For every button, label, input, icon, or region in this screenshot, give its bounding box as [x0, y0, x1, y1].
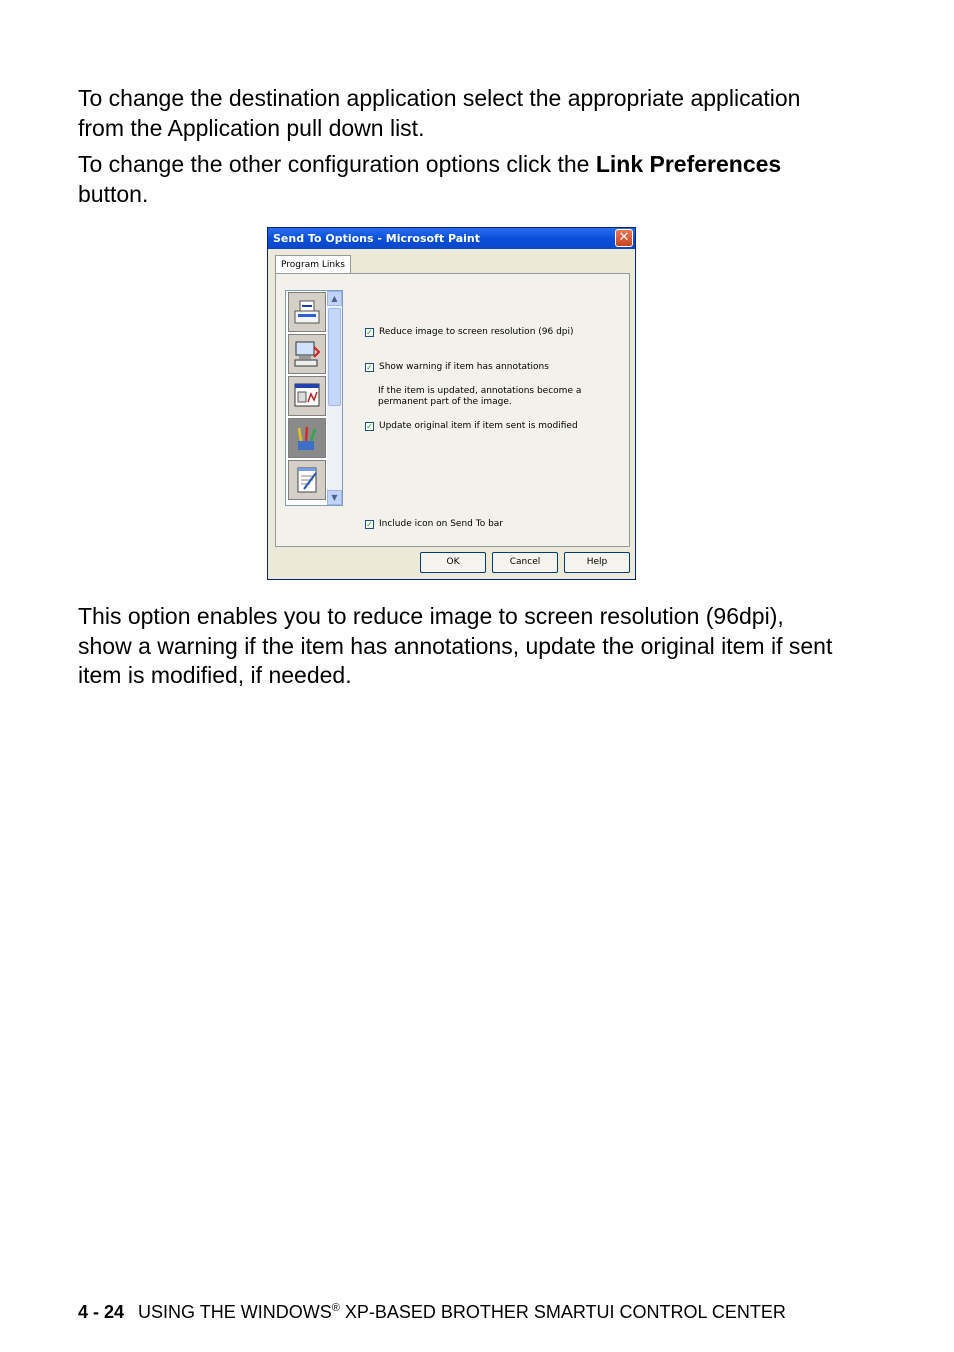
page-footer [78, 1302, 786, 1323]
footer-title-end: XP-BASED BROTHER SMARTUI CONTROL CENTER [339, 1302, 786, 1322]
app-item-notepad[interactable] [288, 460, 326, 500]
option-update-original[interactable] [365, 421, 578, 431]
tab-program-links[interactable]: Program Links [275, 255, 351, 273]
checkbox-show-warning[interactable]: ✓ [366, 363, 373, 372]
dialog-title: Send To Options - Microsoft Paint [273, 232, 481, 245]
app-item-scanner-send[interactable] [288, 292, 326, 332]
paragraph-destination: To change the destination application select the appropriate application from the Application pull down list. [78, 85, 801, 141]
app-item-paint[interactable] [288, 418, 326, 458]
checkbox-include-icon[interactable]: ✓ [366, 520, 373, 529]
title-bar[interactable] [268, 228, 635, 249]
p2-text-end: button. [78, 180, 149, 207]
scroll-down-button[interactable] [327, 490, 342, 505]
label-include-icon: Include icon on Send To bar [379, 519, 504, 529]
registered-mark: ® [331, 1302, 340, 1314]
footer-title: USING THE WINDOWS [138, 1302, 332, 1322]
close-icon: ✕ [618, 230, 630, 245]
p2-text: To change the other configuration options click the [78, 151, 596, 177]
label-reduce-resolution: Reduce image to screen resolution (96 dpi) [379, 327, 574, 337]
send-to-options-dialog [267, 227, 636, 580]
checkbox-reduce-resolution[interactable]: ✓ [366, 328, 373, 337]
chevron-down-icon: ▼ [331, 493, 338, 502]
label-show-warning: Show warning if item has annotations [379, 362, 549, 372]
paragraph-link-preferences [78, 150, 838, 209]
notepad-icon [292, 465, 322, 495]
close-button[interactable] [615, 229, 633, 247]
app-item-print-preview[interactable] [288, 376, 326, 416]
link-preferences-bold: Link Preferences [595, 151, 782, 177]
help-button[interactable]: Help [564, 552, 630, 573]
app-item-scanner-pc[interactable] [288, 334, 326, 374]
cancel-button[interactable]: Cancel [492, 552, 558, 573]
application-list[interactable] [285, 290, 343, 506]
annotation-note: If the item is updated, annotations become a permanent part of the image. [378, 386, 582, 407]
paint-brushes-icon [292, 423, 322, 453]
option-show-warning[interactable] [365, 362, 549, 372]
checkbox-update-original[interactable]: ✓ [366, 422, 373, 431]
paragraph-option-description: This option enables you to reduce image to screen resolution (96dpi), show a warning if the item has annotations, update the original item if sent item is modified, if needed. [78, 603, 833, 688]
app-list-scrollbar[interactable] [327, 291, 342, 505]
scanner-pc-icon [292, 339, 322, 369]
scanner-send-icon [292, 297, 322, 327]
scroll-thumb[interactable] [328, 308, 341, 406]
scroll-up-button[interactable] [327, 291, 342, 306]
print-preview-icon [292, 381, 322, 411]
chevron-up-icon: ▲ [331, 294, 338, 303]
option-reduce-resolution[interactable] [365, 327, 574, 337]
option-include-icon[interactable] [365, 519, 503, 529]
page-number: 4 - 24 [78, 1302, 125, 1322]
label-update-original: Update original item if item sent is modified [379, 421, 578, 431]
ok-button[interactable]: OK [420, 552, 486, 573]
